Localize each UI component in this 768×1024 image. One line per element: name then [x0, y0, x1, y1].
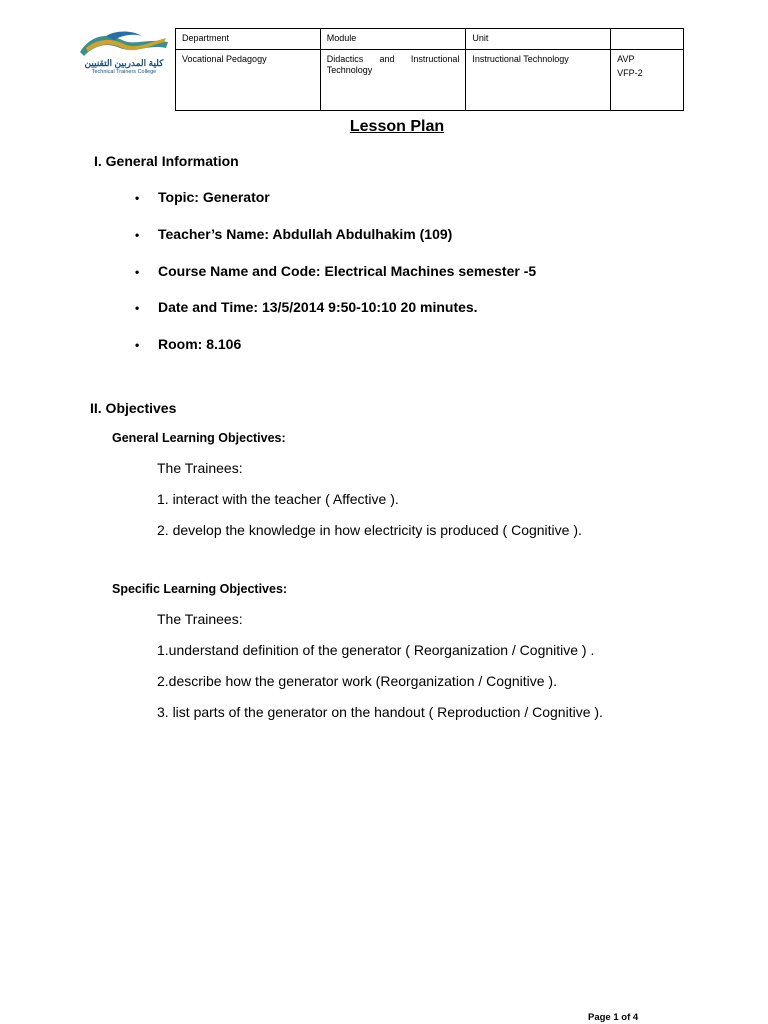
specific-objectives-intro: The Trainees: [157, 611, 243, 627]
college-logo [76, 28, 172, 82]
info-item-teacher [135, 226, 452, 242]
logo-arabic-text: كلية المدربين التقنيين [84, 58, 164, 68]
info-item-text: Date and Time: 13/5/2014 9:50-10:10 20 minutes. [158, 299, 478, 315]
info-item-topic [135, 189, 270, 205]
unit-label: Unit [466, 29, 611, 50]
info-item-text: Topic: Generator [158, 189, 270, 205]
page-title: Lesson Plan [349, 118, 445, 135]
logo-emblem-icon [76, 28, 172, 58]
code-label [611, 29, 684, 50]
general-objective-item: 1. interact with the teacher ( Affective ). [157, 491, 399, 507]
info-item-text: Course Name and Code: Electrical Machines semester -5 [158, 263, 537, 279]
module-value: Didactics and Instructional Technology [320, 50, 466, 111]
header-label-row [176, 29, 684, 50]
general-objective-item: 2. develop the knowledge in how electricity is produced ( Cognitive ). [157, 522, 582, 538]
specific-objectives-heading: Specific Learning Objectives: [112, 582, 288, 596]
header-table [175, 28, 684, 111]
module-label: Module [320, 29, 466, 50]
department-label: Department [176, 29, 321, 50]
bullet-icon: • [135, 338, 140, 352]
info-item-course [135, 263, 536, 279]
info-item-room [135, 336, 241, 352]
bullet-icon: • [135, 301, 140, 315]
general-info-heading: I. General Information [94, 153, 239, 169]
bullet-icon: • [135, 191, 140, 205]
general-objectives-heading: General Learning Objectives: [112, 431, 286, 445]
info-item-text: Teacher’s Name: Abdullah Abdulhakim (109) [158, 226, 453, 242]
page-number: Page 1 of 4 [588, 1012, 639, 1023]
bullet-icon: • [135, 228, 140, 242]
unit-value: Instructional Technology [466, 50, 611, 111]
objectives-heading: II. Objectives [90, 400, 177, 416]
code-value [611, 50, 684, 111]
specific-objective-item: 3. list parts of the generator on the handout ( Reproduction / Cognitive ). [157, 704, 603, 720]
info-item-text: Room: 8.106 [158, 336, 242, 352]
specific-objective-item: 1.understand definition of the generator ( Reorganization / Cognitive ) . [157, 642, 595, 658]
code-line-2: VFP-2 [617, 68, 643, 78]
code-line-1: AVP [617, 54, 635, 64]
info-item-datetime [135, 299, 478, 315]
general-objectives-intro: The Trainees: [157, 460, 243, 476]
header-value-row [176, 50, 684, 111]
department-value: Vocational Pedagogy [176, 50, 321, 111]
logo-english-text: Technical Trainers College [91, 69, 157, 75]
specific-objective-item: 2.describe how the generator work (Reorganization / Cognitive ). [157, 673, 557, 689]
bullet-icon: • [135, 265, 140, 279]
